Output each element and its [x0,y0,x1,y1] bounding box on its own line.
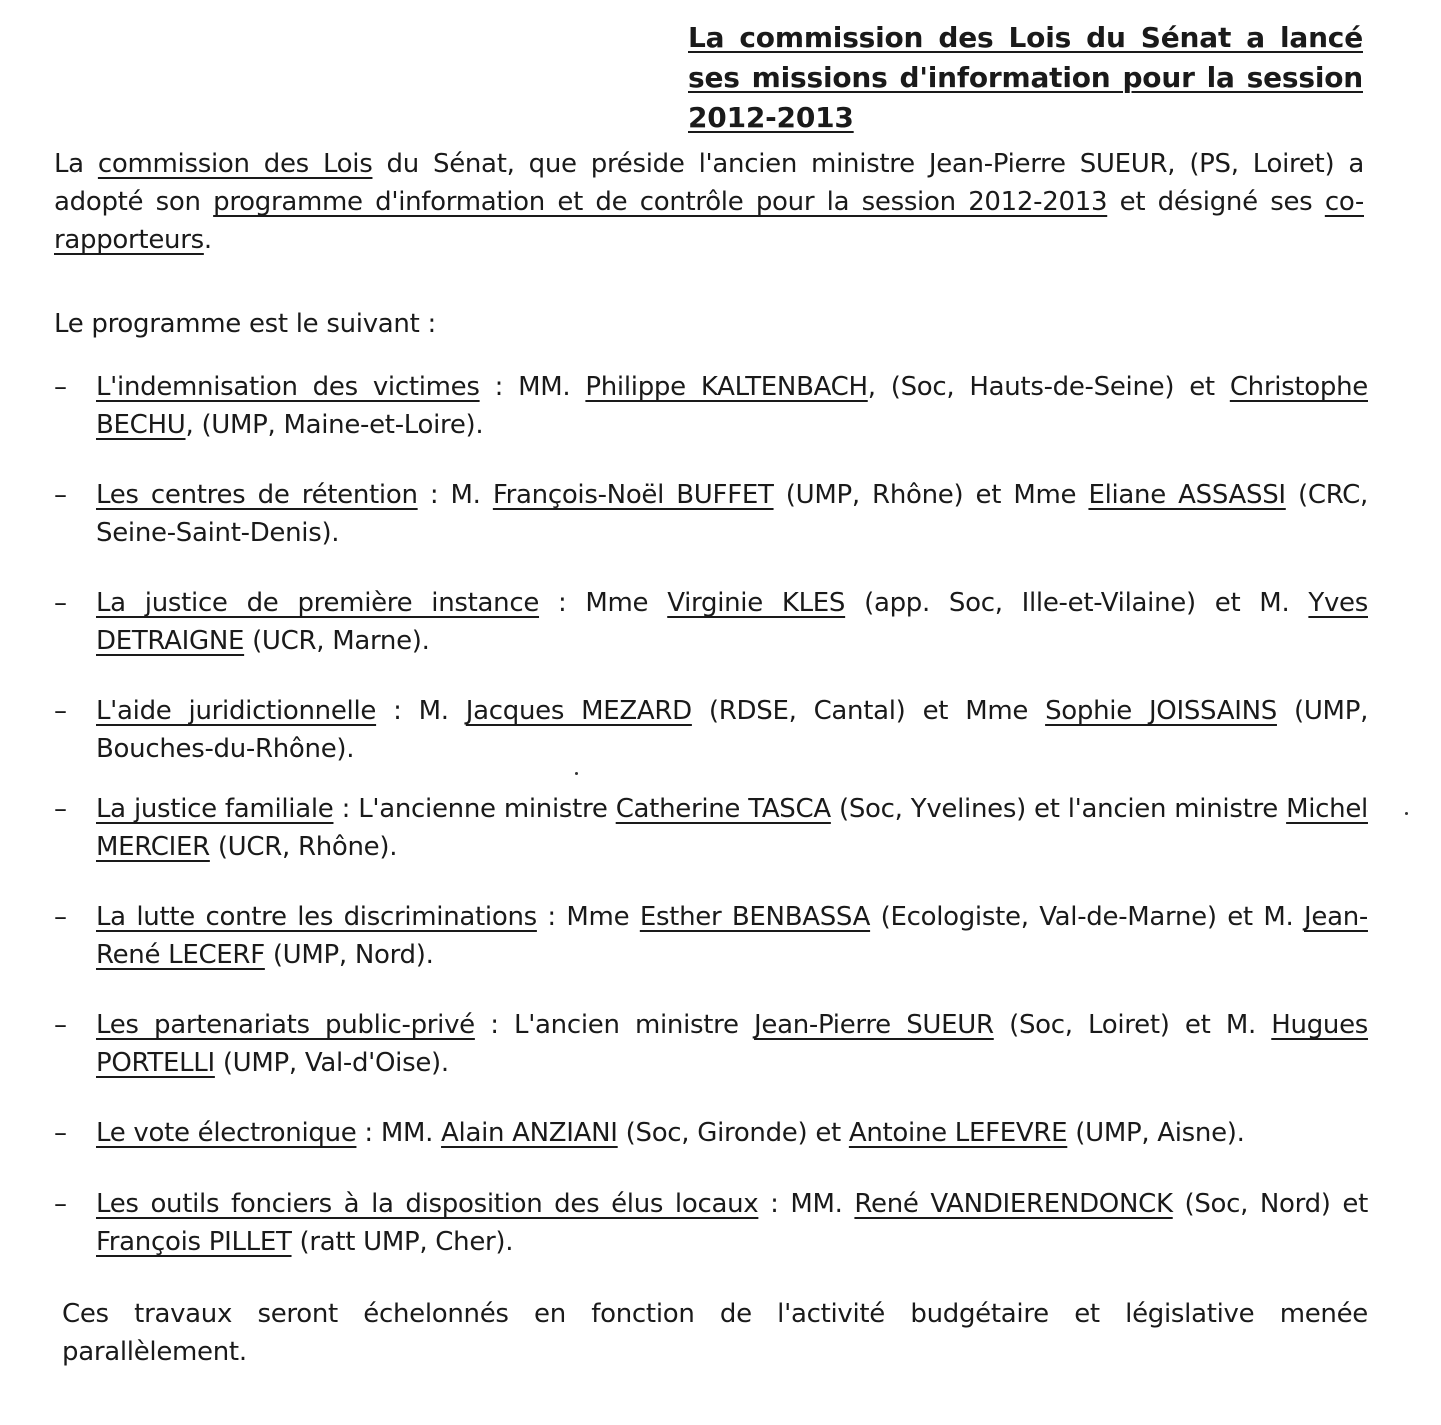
list-item [54,584,1368,660]
item-rapporteur-2: Sophie JOISSAINS [1045,696,1277,726]
item-rapporteur-1: René VANDIERENDONCK [854,1189,1173,1219]
dash-bullet: – [54,372,67,402]
intro-link-corapporteurs: co-rapporteurs [54,187,1364,255]
list-item [54,476,1368,552]
list-item-body: Les centres de rétention : M. François-Noël BUFFET (UMP, Rhône) et Mme Eliane ASSASSI (CRC, Seine-Saint-Denis). [96,480,1368,548]
list-item-body: La justice familiale : L'ancienne ministre Catherine TASCA (Soc, Yvelines) et l'ancien ministre Michel MERCIER (UCR, Rhône). [96,794,1368,862]
dash-bullet: – [54,1118,67,1148]
conclusion-paragraph: Ces travaux seront échelonnés en fonction de l'activité budgétaire et législative menée parallèlement. [62,1299,1368,1367]
dash-bullet: – [54,902,67,932]
item-rapporteur-2: Yves DETRAIGNE [96,588,1368,656]
item-rapporteur-2: Christophe BECHU [96,372,1368,440]
item-topic: Le vote électronique [96,1118,357,1148]
intro-link-commission: commission des Lois [97,149,373,179]
item-rapporteur-2: Jean-René LECERF [96,902,1368,970]
list-item [54,1114,1368,1152]
item-topic: Les partenariats public-privé [96,1010,475,1040]
intro-link-programme: programme d'information et de contrôle pour la session 2012-2013 [213,187,1108,217]
item-topic: La lutte contre les discriminations [96,902,537,932]
list-item-body: Les outils fonciers à la disposition des élus locaux : MM. René VANDIERENDONCK (Soc, Nord) et François PILLET (ratt UMP, Cher). [96,1189,1369,1257]
list-item-body: La lutte contre les discriminations : Mme Esther BENBASSA (Ecologiste, Val-de-Marne) et M. Jean-René LECERF (UMP, Nord). [96,902,1368,970]
item-rapporteur-1: Virginie KLES [667,588,846,618]
intro-paragraph: La commission des Lois du Sénat, que préside l'ancien ministre Jean-Pierre SUEUR, (PS, Loiret) a adopté son programme d'information et de contrôle pour la session 2012-2013 et désigné ses co-rapporteurs. [54,149,1364,255]
list-item [54,790,1368,866]
list-item [54,898,1368,974]
list-item [54,1006,1368,1082]
list-item-body: Le vote électronique : MM. Alain ANZIANI (Soc, Gironde) et Antoine LEFEVRE (UMP, Aisne). [96,1118,1245,1148]
list-item-body: Les partenariats public-privé : L'ancien ministre Jean-Pierre SUEUR (Soc, Loiret) et M. Hugues PORTELLI (UMP, Val-d'Oise). [96,1010,1369,1078]
list-item [54,692,1368,768]
item-rapporteur-2: Antoine LEFEVRE [848,1118,1068,1148]
item-topic: La justice de première instance [96,588,540,618]
item-rapporteur-2: François PILLET [96,1227,292,1257]
list-item-body: L'aide juridictionnelle : M. Jacques MEZARD (RDSE, Cantal) et Mme Sophie JOISSAINS (UMP, Bouches-du-Rhône). [96,696,1369,764]
program-label: Le programme est le suivant : [54,309,436,339]
list-item-body: La justice de première instance : Mme Virginie KLES (app. Soc, Ille-et-Vilaine) et M. Yves DETRAIGNE (UCR, Marne). [96,588,1368,656]
list-item [54,1185,1368,1261]
item-topic: L'aide juridictionnelle [96,696,377,726]
item-rapporteur-1: Jean-Pierre SUEUR [754,1010,994,1040]
dash-bullet: – [54,696,67,726]
list-item [54,368,1368,444]
item-rapporteur-2: Eliane ASSASSI [1088,480,1286,510]
dash-bullet: – [54,480,67,510]
item-rapporteur-1: Jacques MEZARD [465,696,692,726]
item-rapporteur-1: Esther BENBASSA [639,902,871,932]
document-title-text: La commission des Lois du Sénat a lancé ses missions d'information pour la session 2012-2013 [688,21,1363,134]
item-rapporteur-1: Alain ANZIANI [441,1118,618,1148]
dash-bullet: – [54,588,67,618]
dash-bullet: – [54,1010,67,1040]
list-item-body: L'indemnisation des victimes : MM. Philippe KALTENBACH, (Soc, Hauts-de-Seine) et Christophe BECHU, (UMP, Maine-et-Loire). [96,372,1368,440]
item-rapporteur-2: Michel MERCIER [96,794,1368,862]
scan-speck [575,772,578,775]
item-rapporteur-1: Philippe KALTENBACH [585,372,868,402]
dash-bullet: – [54,794,67,824]
item-topic: L'indemnisation des victimes [96,372,480,402]
item-rapporteur-1: Catherine TASCA [615,794,831,824]
item-rapporteur-2: Hugues PORTELLI [96,1010,1369,1078]
item-topic: Les outils fonciers à la disposition des élus locaux [96,1189,759,1219]
dash-bullet: – [54,1189,67,1219]
scan-speck [1405,812,1408,815]
item-topic: La justice familiale [96,794,334,824]
item-topic: Les centres de rétention [96,480,418,510]
document-title [688,18,1363,138]
item-rapporteur-1: François-Noël BUFFET [492,480,774,510]
